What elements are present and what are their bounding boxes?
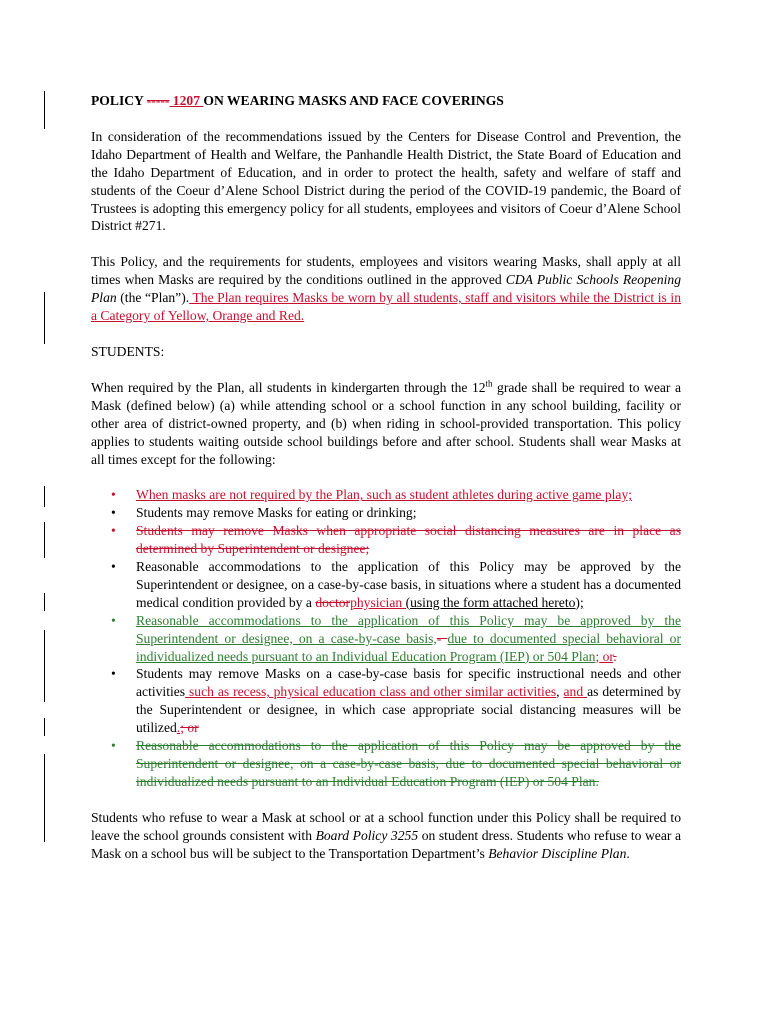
students-paragraph: When required by the Plan, all students in kindergarten through the 12th grade shall be required to wear a Mask (defined below) (a) while attending school or a school function in any school building, facility or other area of district-owned property, and (b) when riding in school-provided transportation. This policy applies to students waiting outside school buildings before and after school. Students shall wear Masks at all times except for the following:: [91, 378, 681, 467]
list-item: • Reasonable accommodations to the application of this Policy may be approved by the Superintendent or designee, on a case-by-case basis,- due to documented special behavioral or individualized needs pursuant to an Individual Education Program (IEP) or 504 Plan; or.: [111, 612, 681, 664]
list-item: • Reasonable accommodations to the application of this Policy may be approved by the Superintendent or designee, on a case-by-case basis, in situations where a student has a documented medical condition provided by a doctorphysician (using the form attached hereto);: [111, 559, 681, 610]
policy-title: POLICY ----- 1207 ON WEARING MASKS AND FACE COVERINGS: [91, 93, 504, 108]
inserted-plan-requirement: The Plan requires Masks be worn by all students, staff and visitors while the District is in a Category of Yellow, Orange and Red.: [91, 290, 681, 324]
deleted-policy-number: -----: [146, 93, 170, 108]
change-bar: [44, 754, 45, 842]
change-bar: [44, 486, 45, 507]
change-bar: [44, 522, 45, 558]
list-item: • Reasonable accommodations to the application of this Policy may be approved by the Superintendent or designee, on a case-by-case basis, due to documented special behavioral or individualized needs pursuant to an Individual Education Program (IEP) or 504 Plan.: [111, 738, 681, 789]
change-bar: [44, 630, 45, 702]
plan-name: CDA Public Schools Reopening Plan: [91, 272, 681, 306]
document-page: [91, 92, 681, 863]
list-item: • Students may remove Masks when appropriate social distancing measures are in place as determined by Superintendent or designee;: [111, 523, 681, 557]
plan-paragraph: This Policy, and the requirements for students, employees and visitors wearing Masks, shall apply at all times when Masks are required by the conditions outlined in the approved CDA Public Schools Reopening Plan (the “Plan”). The Plan requires Masks be worn by all students, staff and visitors while the District is in a Category of Yellow, Orange and Red.: [91, 254, 681, 324]
behavior-plan-ref: Behavior Discipline Plan: [488, 845, 627, 861]
inserted-policy-number: 1207: [169, 93, 204, 108]
intro-paragraph: In consideration of the recommendations issued by the Centers for Disease Control and Prevention, the Idaho Department of Health and Welfare, the Panhandle Health District, the State Board of Education and the Idaho Department of Education, and in order to protect the health, safety and welfare of staff and students of the Coeur d’Alene School District during the period of the COVID-19 pandemic, the Board of Trustees is adopting this emergency policy for all students, employees and visitors of Coeur d’Alene School District #271.: [91, 128, 681, 234]
exceptions-list: [91, 486, 681, 790]
change-bar: [44, 593, 45, 611]
change-bar: [44, 91, 45, 129]
list-item: • When masks are not required by the Plan, such as student athletes during active game play;: [111, 487, 633, 503]
list-item: • Students may remove Masks on a case-by-case basis for specific instructional needs and other activities such as recess, physical education class and other similar activities, and as determined by the Superintendent or designee, in which case appropriate social distancing measures will be utilized.; or: [111, 666, 681, 736]
change-bar: [44, 292, 45, 344]
board-policy-ref: Board Policy 3255: [315, 827, 419, 843]
students-heading: STUDENTS:: [91, 343, 165, 359]
closing-paragraph: Students who refuse to wear a Mask at school or at a school function under this Policy shall be required to leave the school grounds consistent with Board Policy 3255 on student dress. Students who refuse to wear a Mask on a school bus will be subject to the Transportation Department’s Behavior Discipline Plan.: [91, 809, 681, 861]
list-item: • Students may remove Masks for eating or drinking;: [111, 505, 417, 521]
change-bar: [44, 718, 45, 736]
